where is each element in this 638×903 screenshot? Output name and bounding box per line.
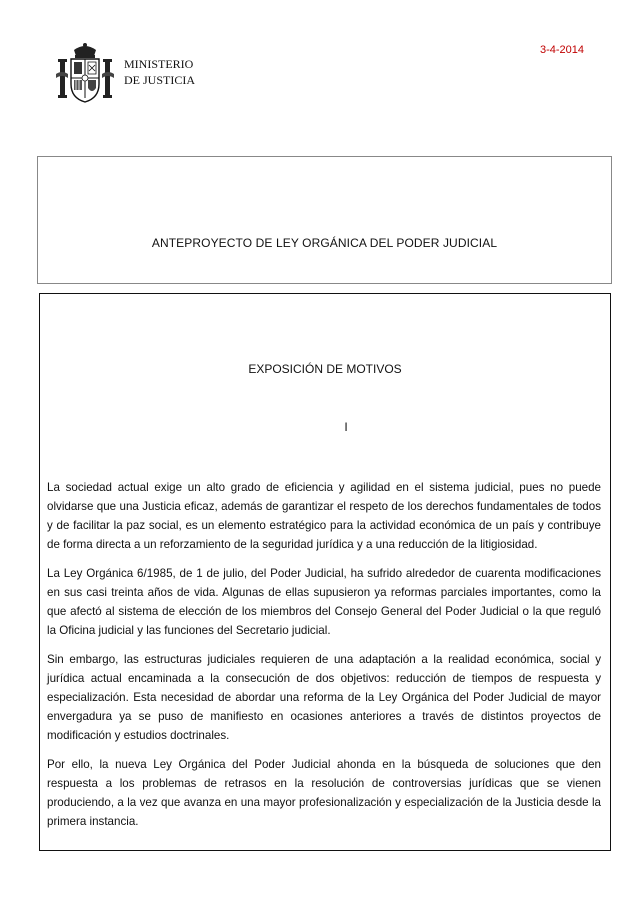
law-title: ANTEPROYECTO DE LEY ORGÁNICA DEL PODER JUDICIAL — [151, 236, 498, 250]
document-date: 3-4-2014 — [540, 44, 585, 56]
ministry-line-1: MINISTERIO — [124, 57, 194, 71]
section-number: I — [344, 420, 348, 434]
ministry-line-2: DE JUSTICIA — [124, 73, 195, 87]
title-box — [37, 156, 612, 284]
ministry-name — [124, 56, 195, 88]
paragraph: La sociedad actual exige un alto grado de eficiencia y agilidad en el sistema judicial, pues no puede olvidarse que una Justicia eficaz, además de garantizar el respeto de los derechos fundamentales de todos y de facilitar la paz social, es un elemento estratégico para la actividad económica de un país y contribuye de forma directa a un reforzamiento de la seguridad jurídica y a una reducción de la litigiosidad. — [47, 481, 601, 551]
paragraph: La Ley Orgánica 6/1985, de 1 de julio, del Poder Judicial, ha sufrido alrededor de cuarenta modificaciones en sus casi treinta años de vida. Algunas de ellas supusieron ya reformas parciales importantes, como la que afectó al sistema de elección de los miembros del Consejo General del Poder Judicial o la que reguló la Oficina judicial y las funciones del Secretario judicial. — [47, 567, 601, 637]
spanish-coat-of-arms-icon — [52, 40, 118, 106]
paragraphs — [47, 478, 601, 841]
section-title: EXPOSICIÓN DE MOTIVOS — [248, 362, 402, 376]
paragraph: Sin embargo, las estructuras judiciales requieren de una adaptación a la realidad económica, social y jurídica actual encaminada a la consecución de dos objetivos: reducción de tiempos de respuesta y especialización. Esta necesidad de abordar una reforma de la Ley Orgánica del Poder Judicial de mayor envergadura ya se puso de manifiesto en ocasiones anteriores a través de distintos proyectos de modificación y estudios doctrinales. — [47, 653, 601, 742]
body-box — [39, 293, 611, 851]
paragraph: Por ello, la nueva Ley Orgánica del Poder Judicial ahonda en la búsqueda de soluciones que den respuesta a los problemas de retrasos en la resolución de controversias jurídicas que se vienen produciendo, a la vez que avanza en una mayor profesionalización y especialización de la Justicia desde la primera instancia. — [47, 758, 601, 828]
